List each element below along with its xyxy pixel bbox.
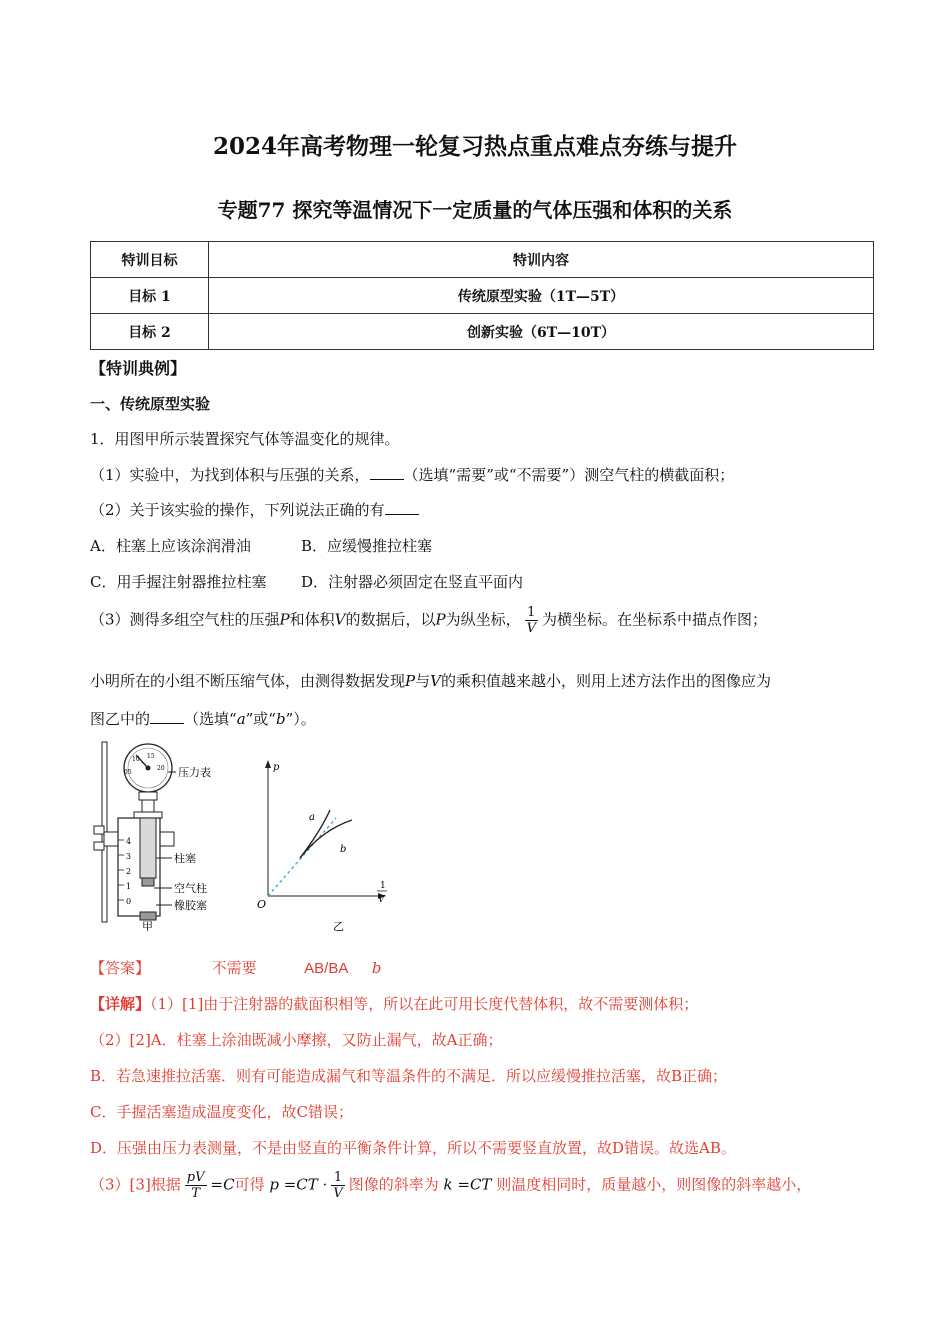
scale-number: 4	[126, 837, 132, 846]
option-a: A．柱塞上应该涂润滑油	[90, 537, 251, 555]
table-row	[91, 278, 874, 314]
answer-value-1: 不需要	[211, 959, 257, 977]
answer-value-2: AB/BA	[304, 960, 349, 977]
symbol-v: V	[430, 672, 441, 690]
figure-caption-left: 甲	[142, 920, 153, 933]
axis-label-x-num: 1	[380, 881, 386, 891]
detail-line-5: D．压强由压力表测量，不是由竖直的平衡条件计算，所以不需要竖直放置，故D错误。故选AB。	[90, 1139, 736, 1157]
scale-number: 1	[126, 882, 132, 891]
plunger	[140, 818, 156, 878]
page-title: 2024年高考物理一轮复习热点重点难点夯练与提升	[212, 133, 737, 160]
table-row	[91, 314, 874, 350]
table-cell: 目标 2	[91, 314, 209, 350]
question-part-3-line3	[90, 708, 316, 729]
option-label-b: b	[275, 710, 286, 728]
part3-text: 和体积	[289, 610, 335, 629]
part3-text: 小明所在的小组不断压缩气体，由测得数据发现	[90, 672, 406, 690]
answer-line	[90, 957, 382, 978]
detail-text: （3）[3]根据	[90, 1175, 181, 1194]
answer-value-3: b	[371, 959, 382, 977]
page-subtitle: 专题77 探究等温情况下一定质量的气体压强和体积的关系	[217, 198, 733, 222]
part3-text: （3）测得多组空气柱的压强	[90, 610, 280, 629]
detail-text: 可得	[234, 1175, 265, 1194]
curve-label-b: b	[340, 844, 347, 855]
equation: p =CT ·	[269, 1175, 328, 1194]
question-part-1	[90, 464, 734, 485]
plunger-tip	[142, 878, 154, 886]
figure-caption-right: 乙	[333, 920, 344, 933]
axis-label-x-den: V	[378, 895, 385, 905]
fraction-1-over-v	[331, 1170, 344, 1201]
plunger-label: 柱塞	[174, 852, 196, 865]
part1-text-b: （选填“需要”或“不需要”）测空气柱的横截面积；	[403, 466, 735, 484]
gauge-tick: 10	[132, 756, 140, 763]
clamp-knob	[94, 842, 104, 850]
detail-line-6	[90, 1170, 811, 1201]
symbol-v: V	[334, 610, 346, 629]
detail-line-4: C．手握活塞造成温度变化，故C错误；	[90, 1103, 353, 1121]
detail-text: 则温度相同时，质量越小，则图像的斜率越小，	[496, 1175, 812, 1194]
goal-table	[90, 241, 874, 350]
frac-num: pV	[186, 1170, 205, 1185]
table-cell: 目标 1	[91, 278, 209, 314]
air-column-label: 空气柱	[174, 882, 207, 895]
scale-number: 0	[126, 897, 132, 906]
curve-label-a: a	[309, 812, 315, 823]
part3-text: （选填“	[184, 710, 237, 728]
option-b: B．应缓慢推拉柱塞	[301, 537, 433, 555]
fraction-pv-over-t	[185, 1170, 207, 1201]
table-header-cell: 特训内容	[209, 242, 874, 278]
equation: =C	[210, 1175, 235, 1194]
option-d: D．注射器必须固定在竖直平面内	[301, 573, 524, 591]
detail-text: （1）[1]由于注射器的截面积相等，所以在此可用长度代替体积，故不需要测体积；	[150, 995, 699, 1013]
equation: k =CT	[443, 1175, 492, 1194]
detail-text: 图像的斜率为	[348, 1175, 439, 1194]
part3-text: ”）。	[285, 710, 316, 728]
frac-den: V	[333, 1186, 343, 1201]
clamp-knob	[94, 826, 104, 834]
symbol-p: P	[405, 672, 416, 690]
detail-line-3: B．若急速推拉活塞．则有可能造成漏气和等温条件的不满足．所以应缓慢推拉活塞，故B正确；	[90, 1067, 728, 1085]
answer-blank	[370, 465, 404, 480]
gauge-tick: 05	[124, 769, 132, 776]
table-cell: 创新实验（6T—10T）	[209, 314, 874, 350]
pv-graph	[265, 760, 386, 899]
option-label-a: a	[236, 710, 246, 728]
part3-text: 的乘积值越来越小，则用上述方法作出的图像应为	[440, 672, 771, 690]
stopper-label: 橡胶塞	[174, 899, 207, 912]
part1-text-a: （1）实验中，为找到体积与压强的关系，	[90, 466, 370, 484]
part3-text: 为横坐标。在坐标系中描点作图；	[542, 610, 768, 629]
scale-number: 3	[126, 852, 132, 861]
gauge-tick: 20	[157, 765, 165, 772]
apparatus-figure	[84, 740, 404, 935]
detail-label: 【详解】	[90, 995, 151, 1013]
part3-text: 图乙中的	[90, 710, 151, 728]
symbol-p: P	[435, 610, 446, 629]
frac-num: 1	[525, 605, 538, 621]
symbol-p: P	[279, 610, 290, 629]
axis-label-p: p	[273, 762, 280, 773]
fraction-1-over-v	[525, 605, 538, 636]
option-c: C．用手握注射器推拉柱塞	[90, 573, 267, 591]
answer-blank	[385, 500, 419, 515]
rubber-stopper	[140, 912, 156, 920]
frac-den: T	[191, 1186, 200, 1201]
gauge-tick: 15	[147, 753, 155, 760]
table-header-cell: 特训目标	[91, 242, 209, 278]
part3-text: 为纵坐标，	[445, 610, 521, 629]
part3-text: 与	[415, 672, 431, 690]
origin-label: O	[257, 898, 267, 911]
arrow-up-icon	[265, 760, 271, 768]
frac-den: V	[526, 621, 537, 636]
question-part-2	[90, 499, 419, 520]
table-cell: 传统原型实验（1T—5T）	[209, 278, 874, 314]
section-heading: 一、传统原型实验	[90, 395, 211, 413]
detail-line-2: （2）[2]A．柱塞上涂油既减小摩擦，又防止漏气，故A正确；	[90, 1031, 503, 1049]
reference-line	[268, 818, 336, 896]
gauge-label: 压力表	[178, 766, 211, 779]
part3-text: 的数据后，以	[345, 610, 436, 629]
answer-label: 【答案】	[90, 959, 151, 977]
part2-text: （2）关于该实验的操作，下列说法正确的有	[90, 501, 385, 519]
part3-text: ”或“	[245, 710, 276, 728]
section-label: 【特训典例】	[90, 359, 187, 378]
scale-number: 2	[126, 867, 132, 876]
answer-blank	[150, 709, 184, 724]
frac-num: 1	[331, 1170, 344, 1186]
question-stem: 1．用图甲所示装置探究气体等温变化的规律。	[90, 430, 400, 448]
question-part-3-line2	[90, 670, 771, 691]
question-part-3	[90, 605, 767, 636]
detail-line-1	[90, 993, 698, 1014]
table-header-row	[91, 242, 874, 278]
